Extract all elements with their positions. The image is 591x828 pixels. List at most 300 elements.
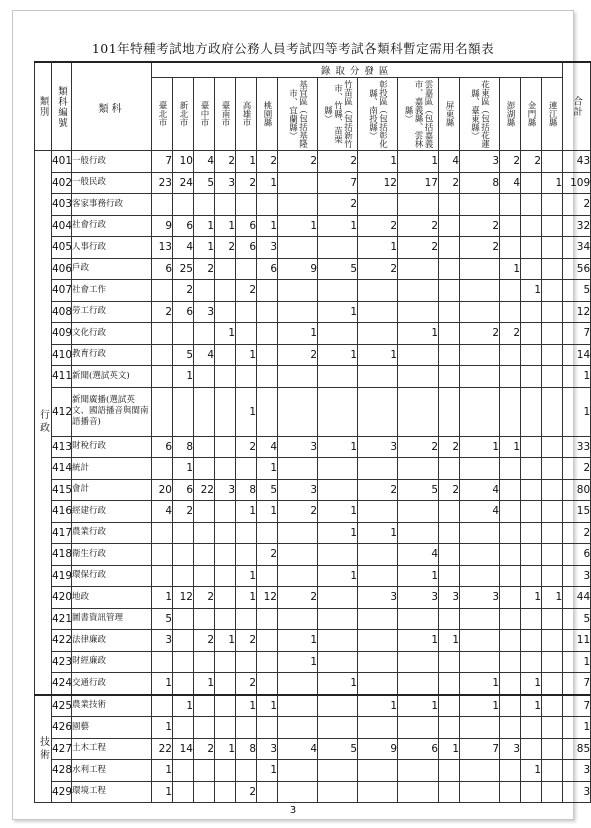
quota-cell [215,565,236,587]
subject-name: 人事行政 [72,237,152,259]
table-row [35,301,591,323]
quota-cell [460,280,500,302]
quota-cell [194,501,215,523]
quota-cell: 2 [194,738,215,760]
quota-cell [542,630,563,652]
header-region-label: 澎湖縣 [505,101,515,127]
quota-cell: 1 [358,237,398,259]
table-row [35,323,591,345]
quota-cell [460,608,500,630]
quota-cell: 5 [318,258,358,280]
quota-cell: 6 [173,301,194,323]
quota-cell: 2 [318,194,358,216]
subject-code: 406 [52,258,72,280]
header-region [215,78,236,151]
table-row [35,280,591,302]
row-total: 5 [563,280,591,302]
subject-code: 417 [52,522,72,544]
subject-name: 社會工作 [72,280,152,302]
quota-cell: 2 [236,781,257,803]
quota-cell: 8 [236,479,257,501]
quota-cell [542,458,563,480]
table-row [35,258,591,280]
row-total: 44 [563,587,591,609]
quota-cell: 1 [257,760,278,782]
quota-cell [194,565,215,587]
quota-cell [194,323,215,345]
row-total: 80 [563,479,591,501]
row-total: 3 [563,781,591,803]
header-region [236,78,257,151]
quota-cell: 1 [318,436,358,458]
row-total: 6 [563,544,591,566]
quota-cell: 2 [236,673,257,695]
quota-cell: 1 [257,695,278,717]
quota-cell [542,323,563,345]
subject-name: 新聞廣播(選試英文、國語播音與閩南語播音) [72,387,152,436]
subject-code: 408 [52,301,72,323]
quota-cell [173,387,194,436]
quota-cell [215,344,236,366]
quota-cell: 3 [215,172,236,194]
quota-cell [460,565,500,587]
quota-cell: 1 [152,760,173,782]
header-subject [72,62,152,151]
quota-cell [500,565,521,587]
quota-cell: 1 [521,280,542,302]
quota-cell [542,344,563,366]
quota-cell [500,301,521,323]
quota-cell [257,194,278,216]
quota-cell [521,565,542,587]
quota-cell [521,387,542,436]
quota-cell [278,172,318,194]
quota-cell [542,695,563,717]
header-region [318,78,358,151]
quota-cell [439,301,460,323]
quota-cell: 1 [358,151,398,173]
quota-cell [318,280,358,302]
quota-cell [173,651,194,673]
quota-cell [173,608,194,630]
quota-cell [358,387,398,436]
row-total: 1 [563,717,591,739]
quota-cell: 8 [236,738,257,760]
quota-cell [257,366,278,388]
table-row [35,695,591,717]
table-row [35,344,591,366]
quota-cell [460,194,500,216]
quota-cell [236,258,257,280]
quota-cell [278,695,318,717]
quota-cell [173,565,194,587]
quota-cell: 2 [398,436,439,458]
subject-code: 420 [52,587,72,609]
quota-cell [152,194,173,216]
quota-cell [318,717,358,739]
quota-cell [500,458,521,480]
quota-cell: 1 [358,522,398,544]
quota-cell [521,781,542,803]
quota-cell: 1 [500,258,521,280]
quota-cell [460,630,500,652]
quota-cell [215,651,236,673]
row-total: 34 [563,237,591,259]
quota-cell: 1 [318,215,358,237]
quota-cell: 2 [278,344,318,366]
quota-cell [194,651,215,673]
quota-cell [215,258,236,280]
row-total: 32 [563,215,591,237]
row-total: 7 [563,673,591,695]
quota-cell [398,673,439,695]
quota-cell [257,323,278,345]
quota-cell [215,301,236,323]
quota-cell [236,194,257,216]
quota-cell [398,651,439,673]
quota-cell [460,522,500,544]
quota-cell [278,565,318,587]
quota-cell [173,194,194,216]
quota-cell [460,717,500,739]
quota-cell [439,387,460,436]
header-region-label: 臺北市 [157,101,167,127]
table-row [35,151,591,173]
quota-cell: 1 [500,436,521,458]
quota-cell: 4 [278,738,318,760]
quota-cell [542,301,563,323]
quota-cell [152,458,173,480]
subject-code: 414 [52,458,72,480]
quota-cell [236,458,257,480]
table-row [35,738,591,760]
table-row [35,673,591,695]
subject-name: 環境工程 [72,781,152,803]
quota-cell [542,387,563,436]
quota-cell: 4 [500,172,521,194]
quota-cell: 1 [236,695,257,717]
quota-cell: 1 [152,717,173,739]
quota-cell: 22 [194,479,215,501]
quota-cell [439,651,460,673]
quota-cell [194,458,215,480]
row-total: 85 [563,738,591,760]
header-area-group-label: 錄取分發區 [320,66,394,77]
subject-name: 衛生行政 [72,544,152,566]
quota-cell: 1 [194,673,215,695]
quota-cell [152,387,173,436]
quota-cell [542,651,563,673]
table-row [35,436,591,458]
quota-cell: 2 [278,151,318,173]
quota-cell [173,522,194,544]
quota-cell: 1 [236,501,257,523]
quota-cell [521,608,542,630]
document-title: 101年特種考試地方政府公務人員考試四等考試各類科暫定需用名額表 [91,41,495,56]
row-total: 3 [563,760,591,782]
table-row [35,651,591,673]
quota-cell: 7 [318,172,358,194]
header-region [152,78,173,151]
quota-cell: 2 [500,323,521,345]
quota-cell [500,280,521,302]
subject-code: 427 [52,738,72,760]
quota-cell [542,258,563,280]
quota-cell [500,587,521,609]
quota-cell [500,695,521,717]
quota-cell [398,608,439,630]
quota-cell [460,760,500,782]
quota-cell [236,651,257,673]
quota-cell [278,194,318,216]
quota-cell [500,215,521,237]
quota-cell: 1 [236,344,257,366]
quota-cell [215,760,236,782]
quota-cell [439,280,460,302]
quota-cell: 1 [278,651,318,673]
subject-name: 交通行政 [72,673,152,695]
quota-cell [542,237,563,259]
quota-cell: 2 [257,151,278,173]
quota-cell [194,717,215,739]
header-region [398,78,439,151]
quota-cell: 1 [460,673,500,695]
quota-cell: 3 [439,587,460,609]
quota-cell [521,501,542,523]
quota-cell [521,738,542,760]
quota-cell [521,544,542,566]
quota-cell: 1 [398,565,439,587]
quota-cell [521,215,542,237]
quota-cell: 1 [194,237,215,259]
table-row [35,587,591,609]
header-region-label: 高雄市 [241,101,251,127]
quota-cell: 4 [460,501,500,523]
quota-cell [439,673,460,695]
quota-cell [173,323,194,345]
table-row [35,237,591,259]
quota-cell [439,215,460,237]
quota-cell: 1 [318,673,358,695]
quota-cell: 1 [152,587,173,609]
row-total: 2 [563,458,591,480]
quota-cell [521,479,542,501]
quota-cell: 2 [521,151,542,173]
quota-cell [215,280,236,302]
quota-cell [194,695,215,717]
quota-cell: 2 [318,151,358,173]
quota-cell [521,172,542,194]
subject-code: 412 [52,387,72,436]
table-row [35,522,591,544]
quota-cell [257,565,278,587]
subject-code: 426 [52,717,72,739]
quota-cell: 12 [358,172,398,194]
quota-cell [215,366,236,388]
quota-cell: 1 [398,151,439,173]
quota-cell: 1 [152,673,173,695]
quota-cell [398,781,439,803]
quota-cell [398,501,439,523]
quota-cell: 5 [194,172,215,194]
quota-cell: 1 [460,695,500,717]
quota-cell: 6 [173,215,194,237]
row-total: 1 [563,387,591,436]
header-region [278,78,318,151]
quota-cell: 2 [194,258,215,280]
subject-code: 404 [52,215,72,237]
quota-cell: 2 [194,587,215,609]
header-region [358,78,398,151]
subject-name: 一般民政 [72,172,152,194]
quota-cell [439,194,460,216]
quota-cell: 1 [439,630,460,652]
quota-cell: 2 [358,258,398,280]
row-total: 56 [563,258,591,280]
quota-cell [542,608,563,630]
quota-cell [542,565,563,587]
quota-cell [521,237,542,259]
quota-cell: 6 [173,479,194,501]
quota-cell [318,760,358,782]
quota-cell: 2 [439,172,460,194]
subject-code: 413 [52,436,72,458]
category-label: 技術 [37,735,49,762]
quota-cell: 1 [460,436,500,458]
quota-cell [439,258,460,280]
quota-cell [398,387,439,436]
quota-cell [521,717,542,739]
quota-cell [358,717,398,739]
quota-cell [278,608,318,630]
quota-cell [439,760,460,782]
quota-cell: 1 [521,587,542,609]
quota-cell: 1 [358,695,398,717]
quota-cell [542,215,563,237]
quota-cell [398,194,439,216]
quota-cell: 2 [358,479,398,501]
quota-cell: 1 [215,215,236,237]
quota-cell [500,717,521,739]
quota-cell [542,522,563,544]
quota-cell [398,301,439,323]
quota-cell: 3 [194,301,215,323]
quota-cell: 1 [398,323,439,345]
quota-cell [398,458,439,480]
quota-cell [152,280,173,302]
header-region-label: 基宜區（包括基隆市、宜蘭縣） [287,80,308,148]
quota-cell [358,781,398,803]
quota-cell [173,630,194,652]
quota-cell [500,387,521,436]
quota-cell [542,151,563,173]
quota-cell [398,280,439,302]
quota-cell: 14 [173,738,194,760]
row-total: 15 [563,501,591,523]
subject-name: 客家事務行政 [72,194,152,216]
quota-cell: 1 [215,323,236,345]
quota-cell: 4 [460,479,500,501]
quota-cell [542,366,563,388]
quota-cell: 10 [173,151,194,173]
quota-cell [500,608,521,630]
subject-code: 425 [52,695,72,717]
quota-cell [521,458,542,480]
quota-cell [500,673,521,695]
quota-cell [257,301,278,323]
quota-cell [521,301,542,323]
quota-cell: 2 [236,280,257,302]
quota-cell [236,366,257,388]
quota-cell [173,760,194,782]
subject-code: 410 [52,344,72,366]
quota-cell [215,673,236,695]
quota-cell: 3 [460,587,500,609]
quota-cell [500,760,521,782]
table-row [35,717,591,739]
quota-cell [278,280,318,302]
quota-cell [278,522,318,544]
row-total: 5 [563,608,591,630]
quota-cell [439,366,460,388]
quota-cell: 1 [278,323,318,345]
quota-cell [500,237,521,259]
quota-cell [318,781,358,803]
quota-cell: 1 [318,344,358,366]
quota-cell [500,781,521,803]
subject-code: 421 [52,608,72,630]
quota-cell: 2 [215,151,236,173]
quota-cell: 5 [173,344,194,366]
quota-cell: 2 [439,436,460,458]
quota-cell: 3 [500,738,521,760]
quota-cell [236,323,257,345]
quota-cell: 5 [152,608,173,630]
subject-code: 409 [52,323,72,345]
quota-cell: 1 [152,781,173,803]
header-region-label: 桃園縣 [262,101,272,127]
quota-cell: 7 [152,151,173,173]
quota-cell [257,673,278,695]
quota-cell: 1 [236,587,257,609]
quota-cell [460,781,500,803]
quota-cell: 2 [439,479,460,501]
quota-cell [460,651,500,673]
quota-cell [521,630,542,652]
header-region-label: 新北市 [178,101,188,127]
quota-cell: 2 [398,237,439,259]
header-region [173,78,194,151]
quota-cell: 8 [460,172,500,194]
quota-cell [358,458,398,480]
quota-cell: 4 [398,544,439,566]
quota-cell [278,781,318,803]
subject-name: 地政 [72,587,152,609]
quota-cell [358,630,398,652]
quota-cell [542,501,563,523]
quota-cell [278,717,318,739]
subject-name: 一般行政 [72,151,152,173]
quota-cell [257,608,278,630]
quota-cell: 1 [257,501,278,523]
quota-cell: 4 [257,436,278,458]
quota-cell: 1 [257,172,278,194]
quota-cell [215,194,236,216]
quota-cell: 2 [278,587,318,609]
header-region [521,78,542,151]
header-subject-label: 類科 [98,104,125,115]
quota-cell [358,565,398,587]
